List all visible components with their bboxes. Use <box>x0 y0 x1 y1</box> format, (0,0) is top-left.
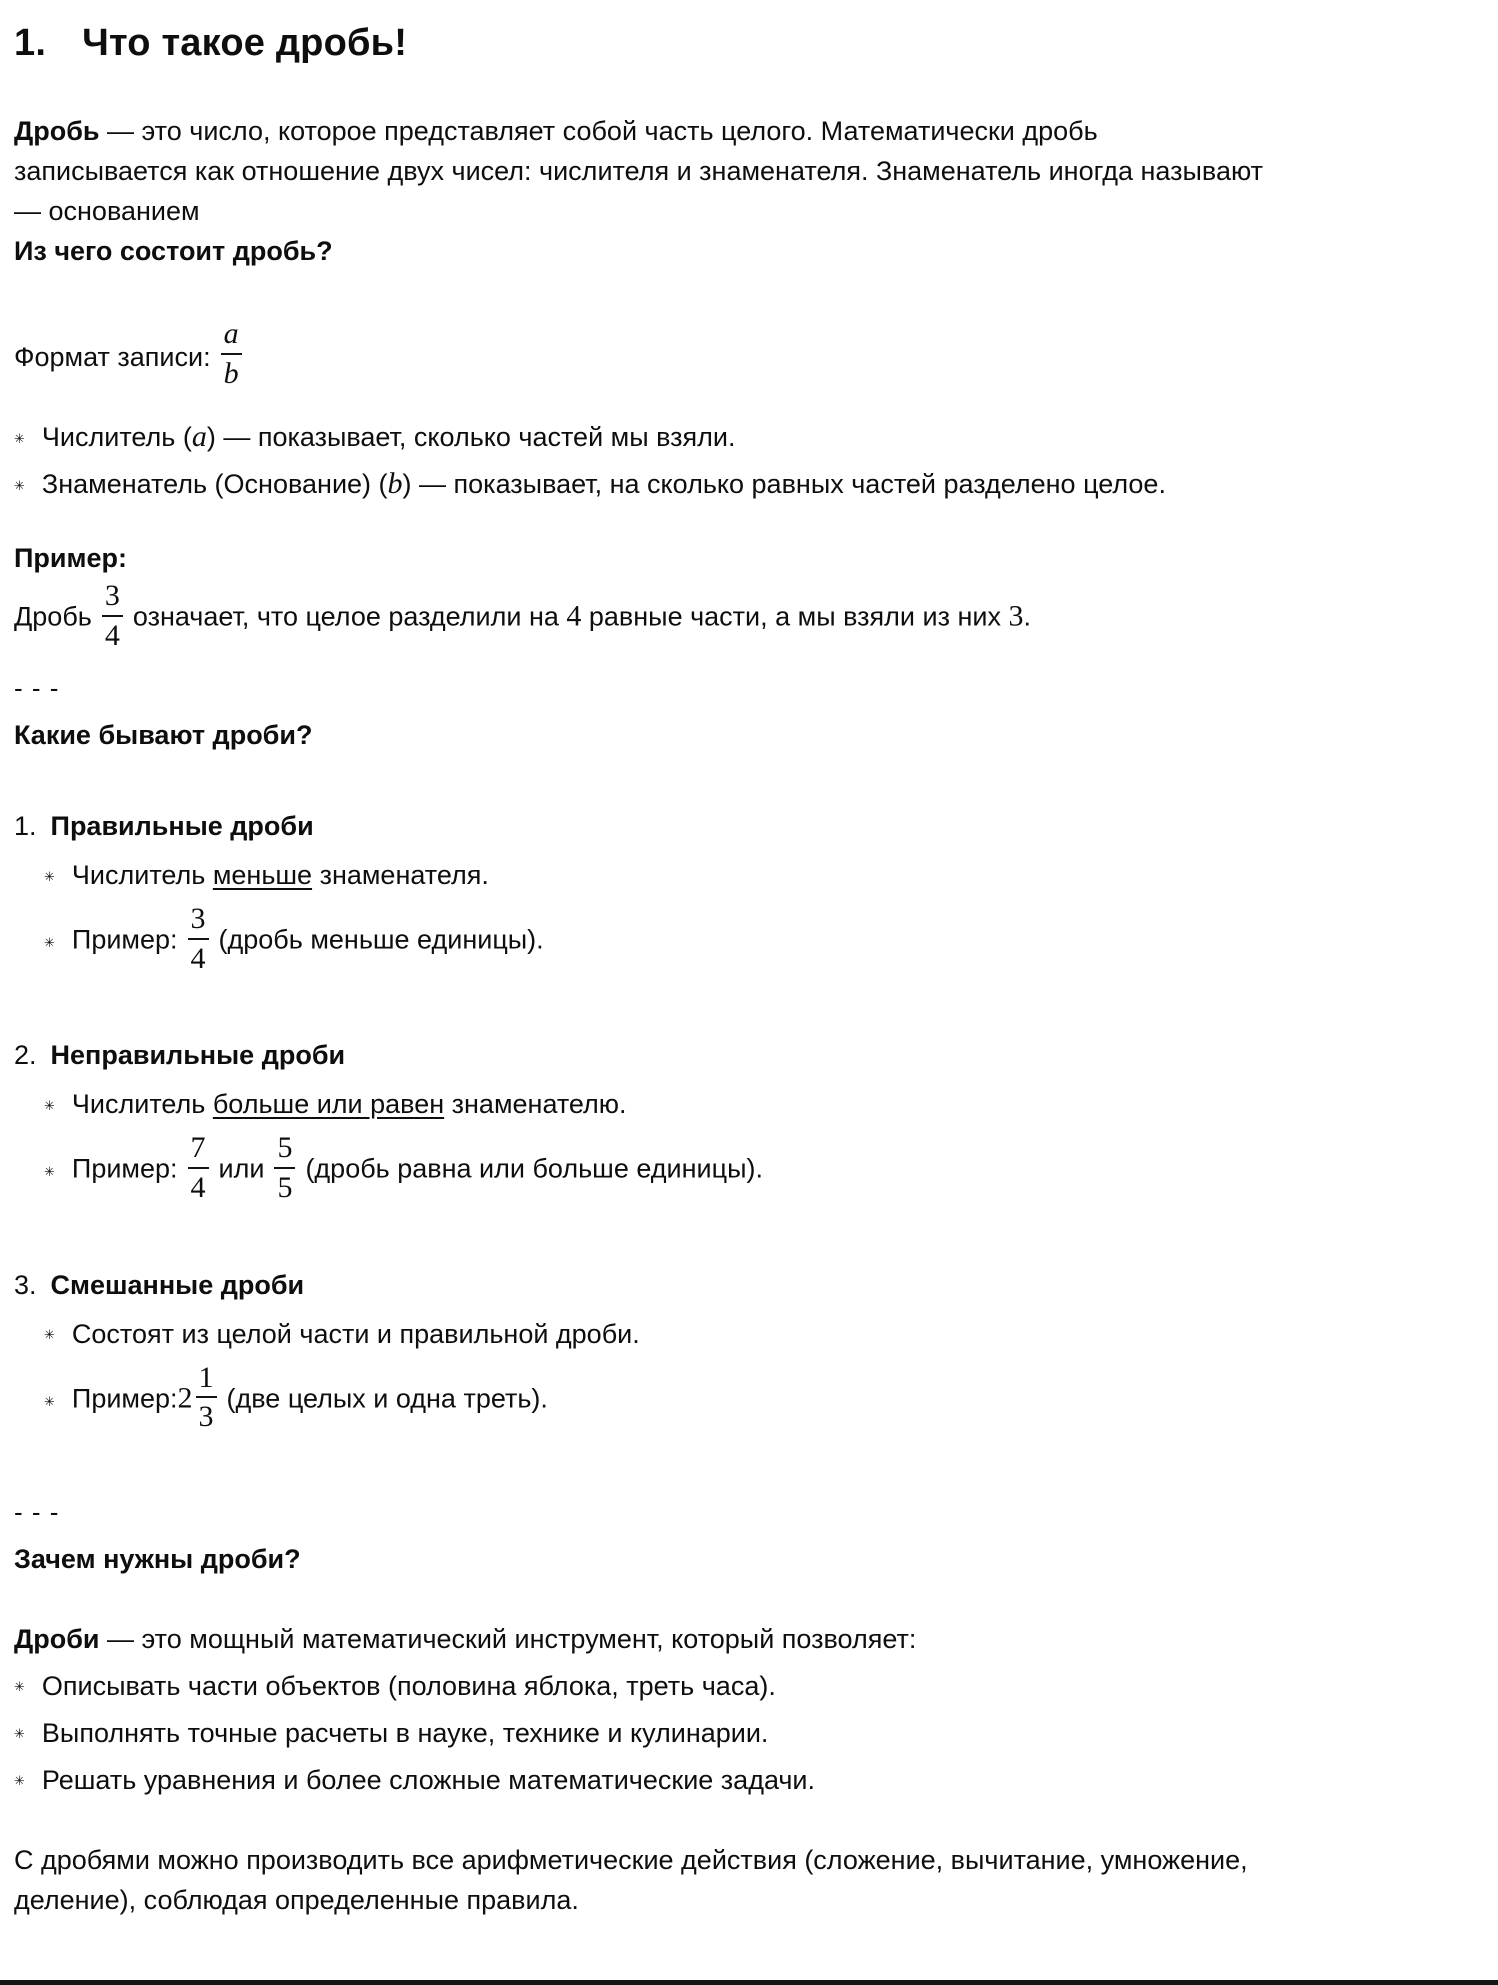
example-heading: Пример: <box>14 543 127 573</box>
fraction-denominator: 4 <box>190 1170 206 1204</box>
rule-text <box>72 1084 627 1124</box>
math-var-a: a <box>191 420 207 453</box>
text-segment: Числитель ( <box>41 422 192 452</box>
example-text <box>71 902 544 978</box>
text-segment: знаменателю. <box>444 1089 627 1120</box>
title-number: 1. <box>14 22 47 64</box>
fraction-denominator: 3 <box>198 1400 214 1434</box>
types-heading: Какие бывают дроби? <box>14 720 313 751</box>
closing-paragraph: С дробями можно производить все арифметические действия (сложение, вычитание, умножение, деление), соблюдая определенные правила. <box>14 1844 1248 1915</box>
text-segment: (две целых и одна треть). <box>226 1383 548 1414</box>
asterisk-bullet-icon: ✳ <box>14 430 25 446</box>
text-segment: Числитель <box>71 860 213 891</box>
fraction-denominator: b <box>223 357 239 390</box>
why-lead-bold: Дроби <box>14 1623 100 1654</box>
asterisk-bullet-icon: ✳ <box>44 935 55 951</box>
asterisk-bullet-icon: ✳ <box>44 1393 55 1409</box>
fraction-7-over-4 <box>188 1131 209 1204</box>
format-label: Формат записи: <box>14 341 211 372</box>
item-title: Неправильные дроби <box>50 1040 346 1071</box>
page-bottom-rule <box>0 1980 1498 1985</box>
item-title: Правильные дроби <box>50 811 314 842</box>
text-segment: Пример: <box>71 1154 178 1185</box>
intro-subheading: Из чего состоит дробь? <box>14 236 333 266</box>
why-body-text: — это мощный математический инструмент, который позволяет: <box>99 1623 917 1654</box>
text-segment: знаменателя. <box>312 860 489 891</box>
why-paragraph <box>14 1619 1276 1659</box>
page-title <box>14 22 1458 65</box>
text-segment: или <box>218 1154 265 1185</box>
intro-lead-bold: Дробь <box>14 116 100 146</box>
list-item-text: Описывать части объектов (половина яблока, треть часа). <box>41 1670 776 1701</box>
example-text <box>71 1360 548 1437</box>
why-heading: Зачем нужны дроби? <box>14 1543 301 1574</box>
fraction-numerator: 5 <box>274 1131 295 1169</box>
fraction-denominator: 4 <box>104 618 120 652</box>
text-segment: равные части, а мы взяли из них <box>581 601 1009 632</box>
example-item <box>44 1360 1306 1437</box>
intro-body-text: — это число, которое представляет собой часть целого. Математически дробь записывается как отношение двух чисел: числителя и знаменателя. Знаменатель иногда называют — основанием <box>14 116 1264 226</box>
math-number-3: 3 <box>1008 599 1024 633</box>
list-item <box>14 1760 1276 1800</box>
sub-list <box>14 1314 1458 1437</box>
format-line <box>14 315 1458 399</box>
item-number: 1. <box>14 811 37 842</box>
text-segment: . <box>1023 601 1031 632</box>
underlined-text: меньше <box>212 860 313 891</box>
fraction-5-over-5 <box>274 1131 295 1204</box>
asterisk-bullet-icon: ✳ <box>14 477 25 493</box>
example-sentence <box>14 579 1276 655</box>
text-segment: означает, что целое разделили на <box>132 601 567 632</box>
text-segment: Дробь <box>14 601 92 632</box>
list-item-denominator <box>14 464 1276 504</box>
fraction-type-mixed <box>14 1266 1458 1437</box>
title-text: Что такое дробь! <box>82 22 408 64</box>
asterisk-bullet-icon: ✳ <box>44 1327 55 1343</box>
example-item <box>44 1131 1306 1207</box>
fraction-type-improper <box>14 1036 1458 1207</box>
fraction-type-proper <box>14 807 1458 978</box>
fraction-denominator: 4 <box>190 941 206 975</box>
rule-item <box>44 1314 1306 1354</box>
numbered-heading <box>14 1036 1458 1074</box>
text-segment: Пример: <box>71 924 178 955</box>
numbered-heading <box>14 1266 1458 1304</box>
list-item-text: Решать уравнения и более сложные математические задачи. <box>41 1764 816 1795</box>
section-divider: - - - <box>14 673 60 704</box>
text-segment: (дробь меньше единицы). <box>218 924 544 955</box>
why-list <box>14 1666 1458 1800</box>
numbered-heading <box>14 807 1458 845</box>
list-item <box>14 1666 1276 1706</box>
fraction-3-over-4 <box>102 579 123 652</box>
components-list <box>14 417 1458 504</box>
sub-list <box>14 1084 1458 1207</box>
asterisk-bullet-icon: ✳ <box>44 1097 55 1113</box>
rule-text <box>72 855 489 895</box>
list-item <box>14 1713 1276 1753</box>
text-segment: Пример: <box>71 1383 178 1414</box>
asterisk-bullet-icon: ✳ <box>14 1726 25 1742</box>
fraction-a-over-b <box>221 317 242 390</box>
list-item-text <box>42 464 1166 504</box>
list-item-numerator <box>14 417 1276 457</box>
rule-item <box>44 1084 1306 1124</box>
item-number: 2. <box>14 1040 37 1071</box>
fraction-numerator: 1 <box>196 1361 217 1399</box>
fraction-denominator: 5 <box>277 1170 293 1204</box>
rule-text: Состоят из целой части и правильной дроби. <box>71 1318 640 1349</box>
rule-item <box>44 855 1306 895</box>
math-number-4: 4 <box>566 599 582 633</box>
example-text <box>71 1131 763 1207</box>
text-segment: Знаменатель (Основание) ( <box>41 469 388 499</box>
asterisk-bullet-icon: ✳ <box>44 868 55 884</box>
math-var-b: b <box>387 467 403 500</box>
example-item <box>44 902 1306 978</box>
item-number: 3. <box>14 1269 37 1300</box>
text-segment: ) — показывает, на сколько равных частей разделено целое. <box>402 469 1166 499</box>
intro-paragraph <box>14 111 1276 231</box>
underlined-text: больше или равен <box>212 1089 445 1120</box>
asterisk-bullet-icon: ✳ <box>14 1773 25 1789</box>
fraction-1-over-3 <box>196 1361 217 1434</box>
text-segment: (дробь равна или больше единицы). <box>305 1154 763 1185</box>
sub-list <box>14 855 1458 978</box>
list-item-text: Выполнять точные расчеты в науке, технике и кулинарии. <box>41 1717 769 1748</box>
text-segment: Числитель <box>71 1089 213 1120</box>
item-title: Смешанные дроби <box>50 1269 305 1300</box>
list-item-text <box>42 417 736 457</box>
text-segment: ) — показывает, сколько частей мы взяли. <box>206 422 736 452</box>
fraction-numerator: 3 <box>188 902 209 940</box>
fraction-numerator: 3 <box>102 579 123 617</box>
fraction-numerator: 7 <box>188 1131 209 1169</box>
fraction-3-over-4 <box>188 902 209 975</box>
asterisk-bullet-icon: ✳ <box>14 1679 25 1695</box>
fraction-numerator: a <box>221 317 242 355</box>
section-divider: - - - <box>14 1496 60 1527</box>
whole-number: 2 <box>177 1381 193 1415</box>
asterisk-bullet-icon: ✳ <box>44 1164 55 1180</box>
